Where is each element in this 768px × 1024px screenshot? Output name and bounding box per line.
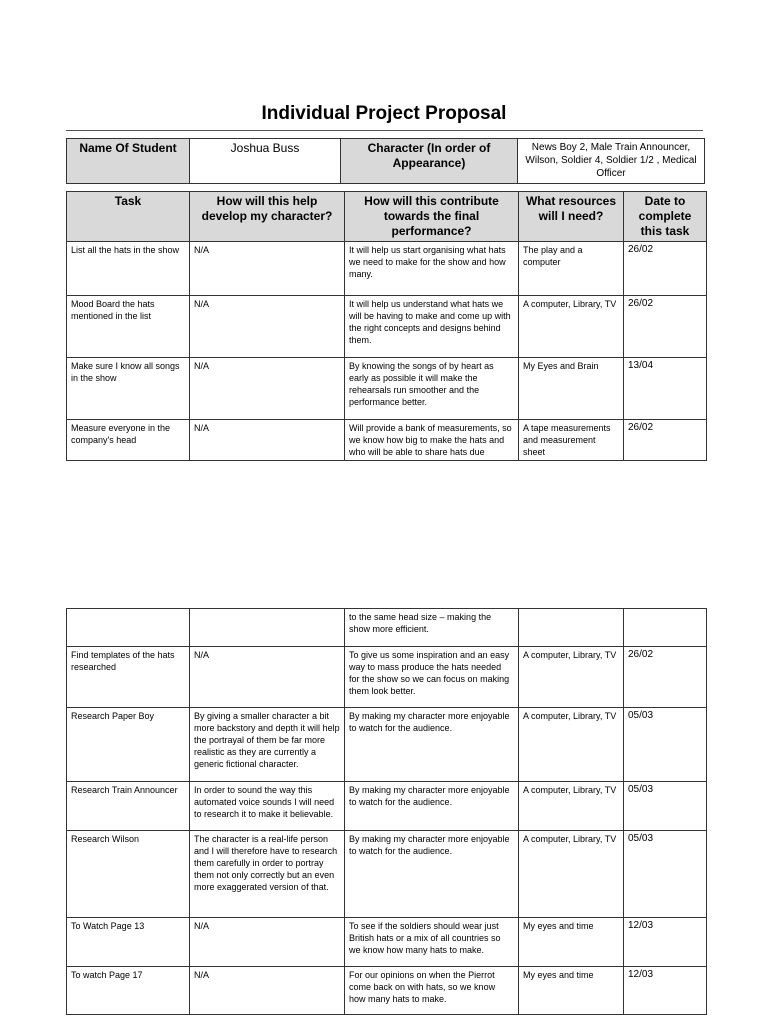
develop-cell: The character is a real-life person and I will therefore have to research them carefully in order to portray them not only correctly but an even more exaggerated version of that. <box>190 831 345 918</box>
character-label: Character (In order of Appearance) <box>341 139 518 184</box>
resources-cell: A computer, Library, TV <box>519 296 624 358</box>
develop-cell: By giving a smaller character a bit more backstory and depth it will help the portrayal of them be far more realistic as they are currently a generic fictional character. <box>190 708 345 782</box>
develop-cell: N/A <box>190 967 345 1015</box>
table-row <box>67 782 707 831</box>
resources-cell: A computer, Library, TV <box>519 831 624 918</box>
table-row <box>67 358 707 420</box>
develop-cell <box>190 609 345 647</box>
header-resources: What resources will I need? <box>519 192 624 242</box>
task-cell <box>67 609 190 647</box>
date-cell: 05/03 <box>624 708 707 782</box>
header-develop: How will this help develop my character? <box>190 192 345 242</box>
task-cell: Research Paper Boy <box>67 708 190 782</box>
table-row <box>67 918 707 967</box>
date-cell: 13/04 <box>624 358 707 420</box>
develop-cell: N/A <box>190 420 345 461</box>
table-row <box>67 647 707 708</box>
contribute-cell: By knowing the songs of by heart as early as possible it will make the rehearsals run smoother and the performance better. <box>345 358 519 420</box>
date-cell: 26/02 <box>624 420 707 461</box>
table-row <box>67 831 707 918</box>
table-row <box>67 708 707 782</box>
task-cell: List all the hats in the show <box>67 242 190 296</box>
task-cell: Mood Board the hats mentioned in the list <box>67 296 190 358</box>
resources-cell: A computer, Library, TV <box>519 708 624 782</box>
contribute-cell: to the same head size – making the show more efficient. <box>345 609 519 647</box>
task-cell: Make sure I know all songs in the show <box>67 358 190 420</box>
contribute-cell: By making my character more enjoyable to watch for the audience. <box>345 782 519 831</box>
develop-cell: N/A <box>190 918 345 967</box>
title-divider <box>66 130 703 131</box>
task-cell: Find templates of the hats researched <box>67 647 190 708</box>
task-cell: To Watch Page 13 <box>67 918 190 967</box>
name-value: Joshua Buss <box>190 139 341 184</box>
date-cell: 12/03 <box>624 967 707 1015</box>
date-cell: 12/03 <box>624 918 707 967</box>
develop-cell: N/A <box>190 242 345 296</box>
contribute-cell: To see if the soldiers should wear just British hats or a mix of all countries so we know how many hats to make. <box>345 918 519 967</box>
task-cell: Research Wilson <box>67 831 190 918</box>
develop-cell: N/A <box>190 296 345 358</box>
task-cell: Measure everyone in the company's head <box>67 420 190 461</box>
task-cell: Research Train Announcer <box>67 782 190 831</box>
task-table <box>66 191 707 461</box>
date-cell: 26/02 <box>624 242 707 296</box>
date-cell: 26/02 <box>624 296 707 358</box>
develop-cell: In order to sound the way this automated voice sounds I will need to research it to make it believable. <box>190 782 345 831</box>
resources-cell: The play and a computer <box>519 242 624 296</box>
header-task: Task <box>67 192 190 242</box>
date-cell: 05/03 <box>624 831 707 918</box>
contribute-cell: By making my character more enjoyable to watch for the audience. <box>345 831 519 918</box>
task-cell: To watch Page 17 <box>67 967 190 1015</box>
contribute-cell: It will help us understand what hats we will be having to make and come up with the right concepts and designs behind them. <box>345 296 519 358</box>
resources-cell: My Eyes and Brain <box>519 358 624 420</box>
develop-cell: N/A <box>190 358 345 420</box>
date-cell: 05/03 <box>624 782 707 831</box>
resources-cell: My eyes and time <box>519 918 624 967</box>
date-cell: 26/02 <box>624 647 707 708</box>
contribute-cell: To give us some inspiration and an easy way to mass produce the hats needed for the show so we can focus on making them look better. <box>345 647 519 708</box>
table-row <box>67 967 707 1015</box>
character-value: News Boy 2, Male Train Announcer, Wilson, Soldier 4, Soldier 1/2 , Medical Officer <box>518 139 705 184</box>
student-header-table <box>66 138 705 184</box>
table-row <box>67 296 707 358</box>
resources-cell: A tape measurements and measurement sheet <box>519 420 624 461</box>
date-cell <box>624 609 707 647</box>
student-header-row <box>67 139 705 184</box>
name-label: Name Of Student <box>67 139 190 184</box>
header-date: Date to complete this task <box>624 192 707 242</box>
table-row <box>67 420 707 461</box>
resources-cell: A computer, Library, TV <box>519 782 624 831</box>
table-row <box>67 609 707 647</box>
resources-cell <box>519 609 624 647</box>
page-title: Individual Project Proposal <box>261 103 507 124</box>
table-row <box>67 242 707 296</box>
contribute-cell: By making my character more enjoyable to watch for the audience. <box>345 708 519 782</box>
contribute-cell: It will help us start organising what hats we need to make for the show and how many. <box>345 242 519 296</box>
contribute-cell: Will provide a bank of measurements, so we know how big to make the hats and who will be able to share hats due <box>345 420 519 461</box>
develop-cell: N/A <box>190 647 345 708</box>
task-table-header <box>67 192 707 242</box>
resources-cell: A computer, Library, TV <box>519 647 624 708</box>
header-contribute: How will this contribute towards the final performance? <box>345 192 519 242</box>
resources-cell: My eyes and time <box>519 967 624 1015</box>
task-table-continued <box>66 608 707 1015</box>
contribute-cell: For our opinions on when the Pierrot come back on with hats, so we know how many hats to make. <box>345 967 519 1015</box>
